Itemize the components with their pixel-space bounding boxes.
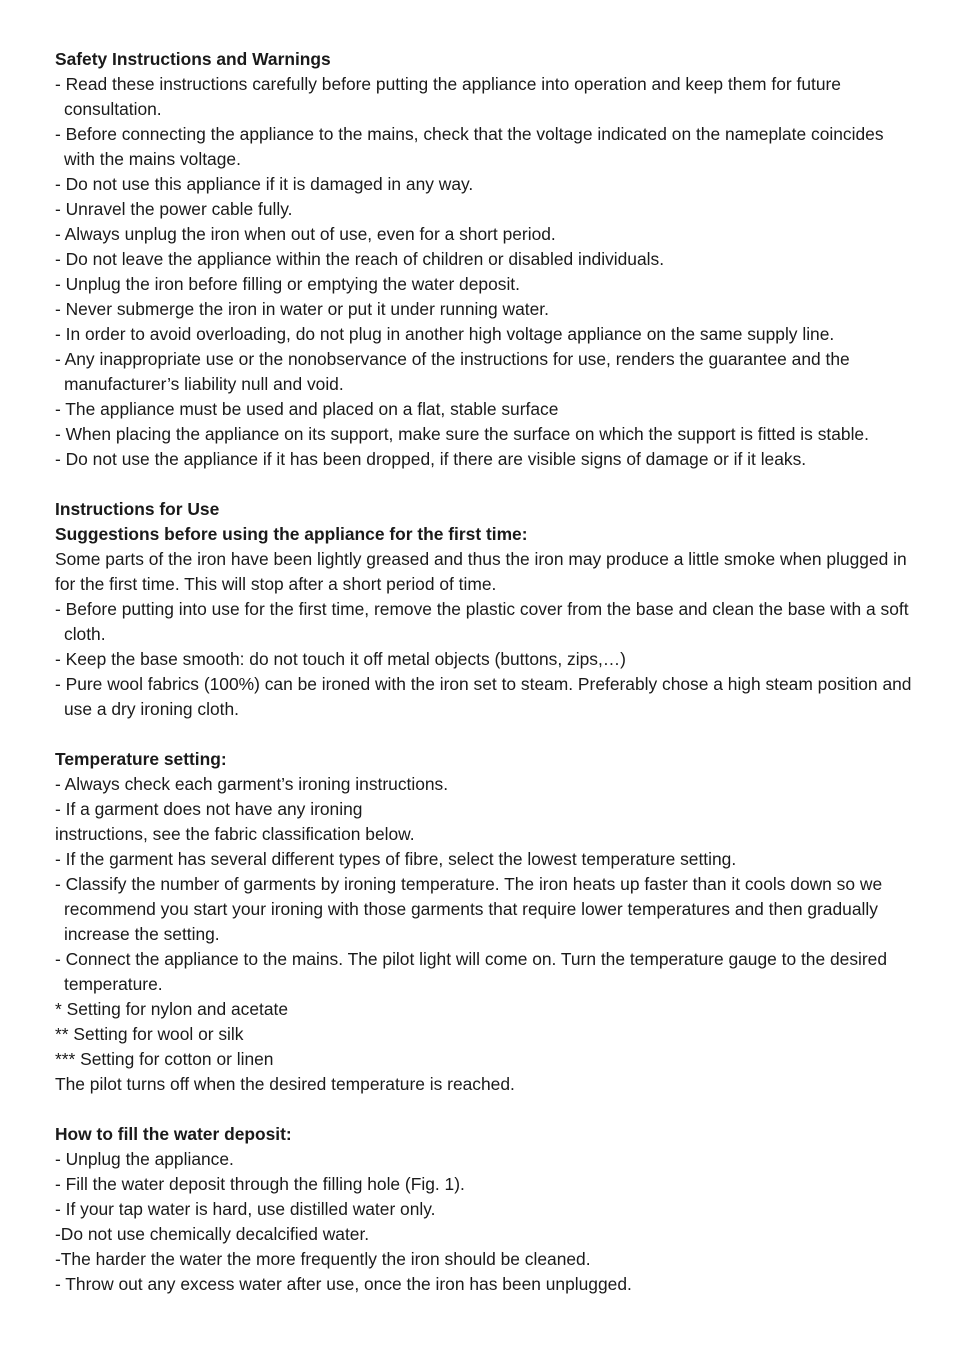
temperature-item: - Classify the number of garments by ironing temperature. The iron heats up faster than it cools down so we recommend you start your ironing with those garments that require lower temperatures and then gradually increase the setting. bbox=[55, 874, 883, 944]
safety-item: - Any inappropriate use or the nonobservance of the instructions for use, renders the guarantee and the manufacturer’s liability null and void. bbox=[55, 349, 850, 394]
safety-item: - Before connecting the appliance to the mains, check that the voltage indicated on the nameplate coincides with the mains voltage. bbox=[55, 124, 884, 169]
safety-section bbox=[55, 47, 915, 472]
safety-item: - Unravel the power cable fully. bbox=[55, 199, 293, 219]
instructions-item: - Before putting into use for the first time, remove the plastic cover from the base and clean the base with a soft cloth. bbox=[55, 599, 909, 644]
safety-item: - Never submerge the iron in water or put it under running water. bbox=[55, 299, 549, 319]
temperature-note: The pilot turns off when the desired temperature is reached. bbox=[55, 1074, 515, 1094]
safety-item: - Unplug the iron before filling or emptying the water deposit. bbox=[55, 274, 520, 294]
temperature-section bbox=[55, 747, 915, 1097]
water-item: - Fill the water deposit through the filling hole (Fig. 1). bbox=[55, 1174, 465, 1194]
document-page bbox=[55, 47, 915, 1297]
temperature-item: - If the garment has several different types of fibre, select the lowest temperature setting. bbox=[55, 849, 737, 869]
section-spacer bbox=[55, 1097, 915, 1122]
temperature-item: - If a garment does not have any ironing bbox=[55, 799, 363, 819]
safety-item: - Always unplug the iron when out of use, even for a short period. bbox=[55, 224, 556, 244]
instructions-item: - Pure wool fabrics (100%) can be ironed with the iron set to steam. Preferably chose a high steam position and use a dry ironing cloth. bbox=[55, 674, 912, 719]
instructions-heading: Instructions for Use bbox=[55, 499, 220, 519]
water-item: - Throw out any excess water after use, once the iron has been unplugged. bbox=[55, 1274, 632, 1294]
safety-heading: Safety Instructions and Warnings bbox=[55, 49, 331, 69]
temperature-setting-line: * Setting for nylon and acetate bbox=[55, 999, 288, 1019]
temperature-item: - Always check each garment’s ironing instructions. bbox=[55, 774, 449, 794]
safety-item: - Do not use the appliance if it has been dropped, if there are visible signs of damage or if it leaks. bbox=[55, 449, 807, 469]
temperature-setting-line: ** Setting for wool or silk bbox=[55, 1024, 244, 1044]
water-section bbox=[55, 1122, 915, 1297]
water-item: - Unplug the appliance. bbox=[55, 1149, 234, 1169]
section-spacer bbox=[55, 472, 915, 497]
instructions-item: - Keep the base smooth: do not touch it off metal objects (buttons, zips,…) bbox=[55, 649, 626, 669]
instructions-intro: Some parts of the iron have been lightly greased and thus the iron may produce a little smoke when plugged in for the first time. This will stop after a short period of time. bbox=[55, 549, 907, 594]
water-item: - If your tap water is hard, use distilled water only. bbox=[55, 1199, 436, 1219]
water-item: -Do not use chemically decalcified water. bbox=[55, 1224, 370, 1244]
water-heading: How to fill the water deposit: bbox=[55, 1124, 292, 1144]
safety-item: - The appliance must be used and placed on a flat, stable surface bbox=[55, 399, 559, 419]
temperature-item-continuation: instructions, see the fabric classification below. bbox=[55, 824, 415, 844]
safety-item: - When placing the appliance on its support, make sure the surface on which the support is fitted is stable. bbox=[55, 424, 869, 444]
section-spacer bbox=[55, 722, 915, 747]
safety-item: - Do not use this appliance if it is damaged in any way. bbox=[55, 174, 474, 194]
instructions-section bbox=[55, 497, 915, 722]
temperature-heading: Temperature setting: bbox=[55, 749, 227, 769]
safety-item: - In order to avoid overloading, do not plug in another high voltage appliance on the same supply line. bbox=[55, 324, 835, 344]
safety-item: - Read these instructions carefully before putting the appliance into operation and keep them for future consultation. bbox=[55, 74, 841, 119]
safety-item: - Do not leave the appliance within the reach of children or disabled individuals. bbox=[55, 249, 665, 269]
instructions-subheading: Suggestions before using the appliance for the first time: bbox=[55, 524, 528, 544]
water-item: -The harder the water the more frequently the iron should be cleaned. bbox=[55, 1249, 591, 1269]
temperature-item: - Connect the appliance to the mains. The pilot light will come on. Turn the temperature gauge to the desired temperature. bbox=[55, 949, 888, 994]
temperature-setting-line: *** Setting for cotton or linen bbox=[55, 1049, 274, 1069]
